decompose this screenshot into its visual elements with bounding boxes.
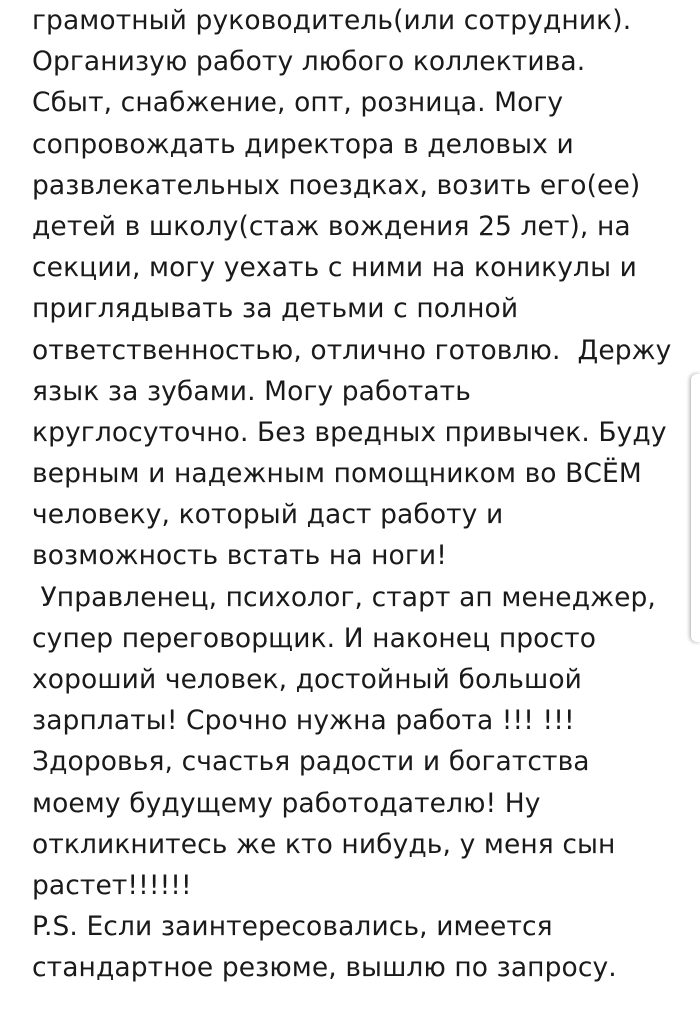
message-line: язык за зубами. Могу работать	[32, 375, 471, 407]
message-line: человеку, который даст работу и	[32, 499, 504, 531]
message-line: Управленец, психолог, старт ап менеджер,	[32, 581, 656, 613]
message-line: верным и надежным помощником во ВСЁМ	[32, 458, 642, 490]
message-line: детей в школу(стаж вождения 25 лет), на	[32, 210, 631, 242]
message-line: зарплаты! Срочно нужна работа !!! !!!	[32, 705, 575, 737]
scrollbar[interactable]	[690, 374, 700, 642]
message-line: хороший человек, достойный большой	[32, 664, 583, 695]
message-line: супер переговорщик. И наконец просто	[32, 622, 597, 654]
message-line: Организую работу любого коллектива.	[32, 46, 586, 78]
message-line: Сбыт, снабжение, опт, розница. Могу	[32, 87, 564, 119]
message-line: сопровождать директора в деловых и	[32, 128, 574, 160]
message-line: приглядывать за детьми с полной	[32, 293, 519, 325]
message-line: ответственностью, отлично готовлю. Держу	[32, 334, 672, 366]
scrollbar-thumb[interactable]	[691, 374, 700, 642]
message-line: Здоровья, счастья радости и богатства	[32, 746, 590, 778]
message-line: круглосуточно. Без вредных привычек. Буду	[32, 416, 667, 448]
message-line: секции, могу уехать с ними на коникулы и	[32, 252, 637, 284]
message-line: грамотный руководитель(или сотрудник).	[32, 5, 632, 36]
message-line: развлекательных поездках, возить его(ее)	[32, 169, 641, 201]
message-line: моему будущему работодателю! Ну	[32, 787, 541, 819]
message-text	[32, 0, 692, 989]
message-line: откликнитесь же кто нибудь, у меня сын	[32, 828, 616, 860]
message-line: растет!!!!!!	[32, 869, 192, 901]
message-line: возможность встать на ноги!	[32, 540, 447, 572]
message-line: стандартное резюме, вышлю по запросу.	[32, 952, 617, 984]
message-line: P.S. Если заинтересовались, имеется	[32, 911, 553, 943]
